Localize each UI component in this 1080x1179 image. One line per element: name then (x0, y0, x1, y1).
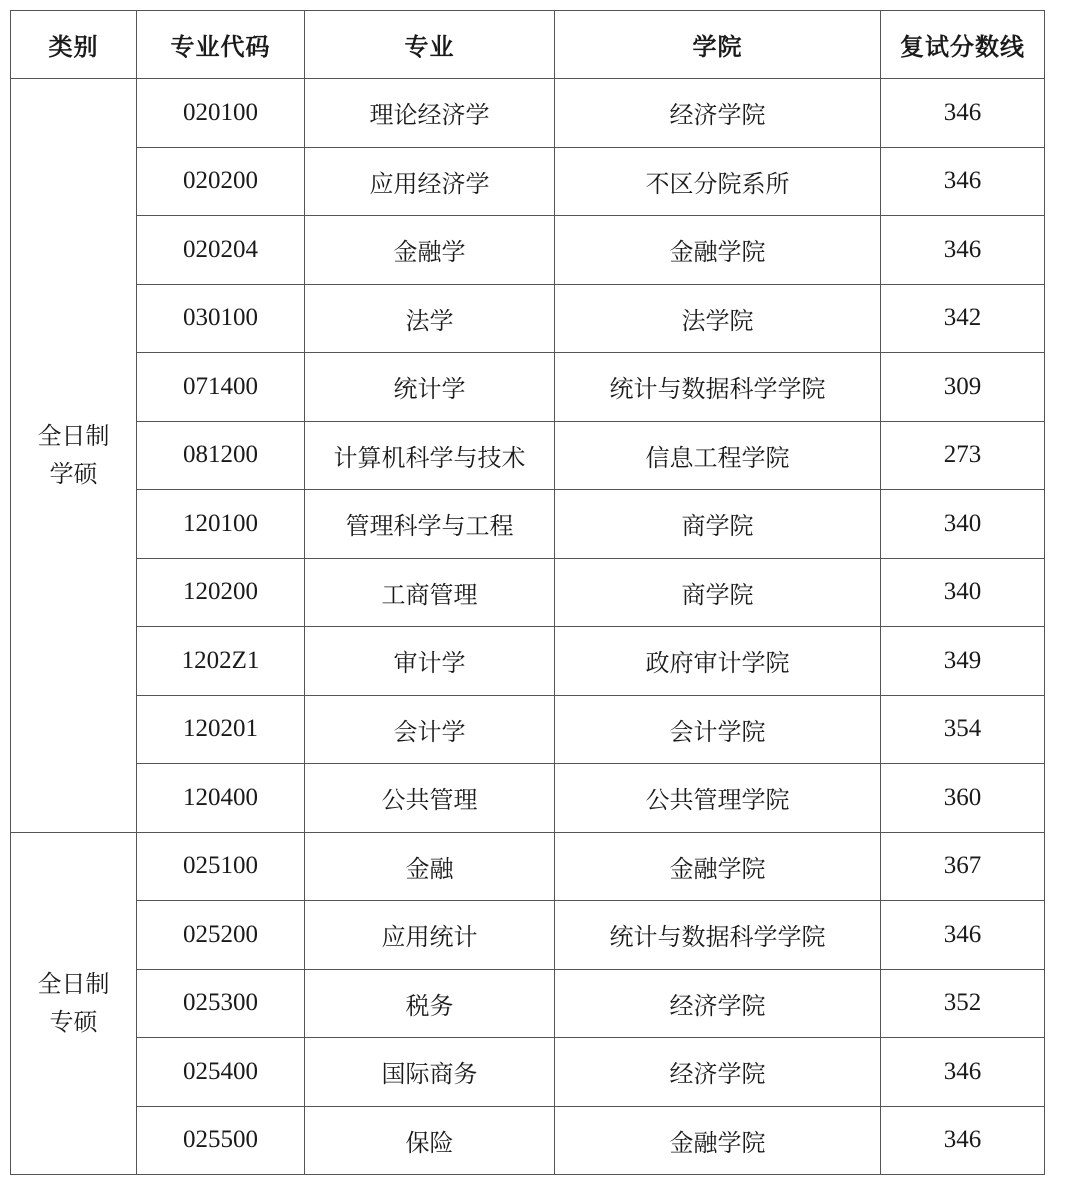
major-code-cell: 120100 (137, 490, 305, 559)
college-cell: 不区分院系所 (555, 147, 881, 216)
college-cell: 政府审计学院 (555, 627, 881, 696)
major-code-cell: 025100 (137, 832, 305, 901)
retest-score-cell: 346 (881, 901, 1045, 970)
table-row (11, 764, 1045, 833)
college-cell: 经济学院 (555, 969, 881, 1038)
college-cell: 经济学院 (555, 79, 881, 148)
category-label-line1: 全日制 (37, 970, 110, 999)
retest-score-cell: 352 (881, 969, 1045, 1038)
category-cell (11, 79, 137, 833)
major-code-cell: 020200 (137, 147, 305, 216)
table-row (11, 901, 1045, 970)
major-code-cell: 1202Z1 (137, 627, 305, 696)
college-cell: 公共管理学院 (555, 764, 881, 833)
major-cell: 金融学 (305, 216, 555, 285)
category-label-line2: 专硕 (49, 1008, 98, 1037)
college-cell: 统计与数据科学学院 (555, 901, 881, 970)
header-major-code: 专业代码 (137, 11, 305, 79)
major-cell: 公共管理 (305, 764, 555, 833)
major-code-cell: 120201 (137, 695, 305, 764)
table-row (11, 216, 1045, 285)
major-cell: 计算机科学与技术 (305, 421, 555, 490)
retest-score-cell: 346 (881, 1038, 1045, 1107)
major-cell: 金融 (305, 832, 555, 901)
major-cell: 国际商务 (305, 1038, 555, 1107)
table-row (11, 558, 1045, 627)
major-cell: 税务 (305, 969, 555, 1038)
major-code-cell: 120200 (137, 558, 305, 627)
retest-score-cell: 346 (881, 216, 1045, 285)
major-cell: 法学 (305, 284, 555, 353)
retest-score-cell: 340 (881, 558, 1045, 627)
major-code-cell: 025300 (137, 969, 305, 1038)
college-cell: 信息工程学院 (555, 421, 881, 490)
retest-score-cell: 367 (881, 832, 1045, 901)
major-code-cell: 030100 (137, 284, 305, 353)
category-label-line1: 全日制 (37, 422, 110, 451)
score-table-container (10, 10, 1044, 1175)
major-code-cell: 020204 (137, 216, 305, 285)
retest-score-cell: 340 (881, 490, 1045, 559)
retest-score-cell: 309 (881, 353, 1045, 422)
header-category: 类别 (11, 11, 137, 79)
table-row (11, 490, 1045, 559)
header-college: 学院 (555, 11, 881, 79)
table-row (11, 832, 1045, 901)
retest-score-cell: 346 (881, 1106, 1045, 1175)
table-row (11, 695, 1045, 764)
header-retest-score: 复试分数线 (881, 11, 1045, 79)
major-cell: 应用经济学 (305, 147, 555, 216)
table-row (11, 1038, 1045, 1107)
major-cell: 保险 (305, 1106, 555, 1175)
college-cell: 会计学院 (555, 695, 881, 764)
major-cell: 管理科学与工程 (305, 490, 555, 559)
header-row (11, 11, 1045, 79)
college-cell: 金融学院 (555, 216, 881, 285)
table-row (11, 79, 1045, 148)
table-row (11, 627, 1045, 696)
header-major: 专业 (305, 11, 555, 79)
college-cell: 商学院 (555, 558, 881, 627)
college-cell: 金融学院 (555, 832, 881, 901)
major-code-cell: 120400 (137, 764, 305, 833)
retest-score-cell: 273 (881, 421, 1045, 490)
table-body (11, 79, 1045, 1175)
category-cell (11, 832, 137, 1175)
major-code-cell: 025200 (137, 901, 305, 970)
major-cell: 统计学 (305, 353, 555, 422)
college-cell: 金融学院 (555, 1106, 881, 1175)
table-row (11, 147, 1045, 216)
retest-score-cell: 360 (881, 764, 1045, 833)
retest-score-cell: 346 (881, 79, 1045, 148)
major-code-cell: 025400 (137, 1038, 305, 1107)
major-code-cell: 020100 (137, 79, 305, 148)
major-cell: 会计学 (305, 695, 555, 764)
retest-score-cell: 342 (881, 284, 1045, 353)
major-cell: 工商管理 (305, 558, 555, 627)
college-cell: 法学院 (555, 284, 881, 353)
college-cell: 经济学院 (555, 1038, 881, 1107)
table-row (11, 284, 1045, 353)
major-cell: 审计学 (305, 627, 555, 696)
category-label-line2: 学硕 (49, 460, 98, 489)
major-cell: 理论经济学 (305, 79, 555, 148)
table-row (11, 421, 1045, 490)
college-cell: 商学院 (555, 490, 881, 559)
major-code-cell: 071400 (137, 353, 305, 422)
major-cell: 应用统计 (305, 901, 555, 970)
retest-score-cell: 349 (881, 627, 1045, 696)
retest-score-cell: 354 (881, 695, 1045, 764)
college-cell: 统计与数据科学学院 (555, 353, 881, 422)
table-row (11, 353, 1045, 422)
table-row (11, 1106, 1045, 1175)
table-row (11, 969, 1045, 1038)
major-code-cell: 081200 (137, 421, 305, 490)
score-table (10, 10, 1045, 1175)
major-code-cell: 025500 (137, 1106, 305, 1175)
retest-score-cell: 346 (881, 147, 1045, 216)
